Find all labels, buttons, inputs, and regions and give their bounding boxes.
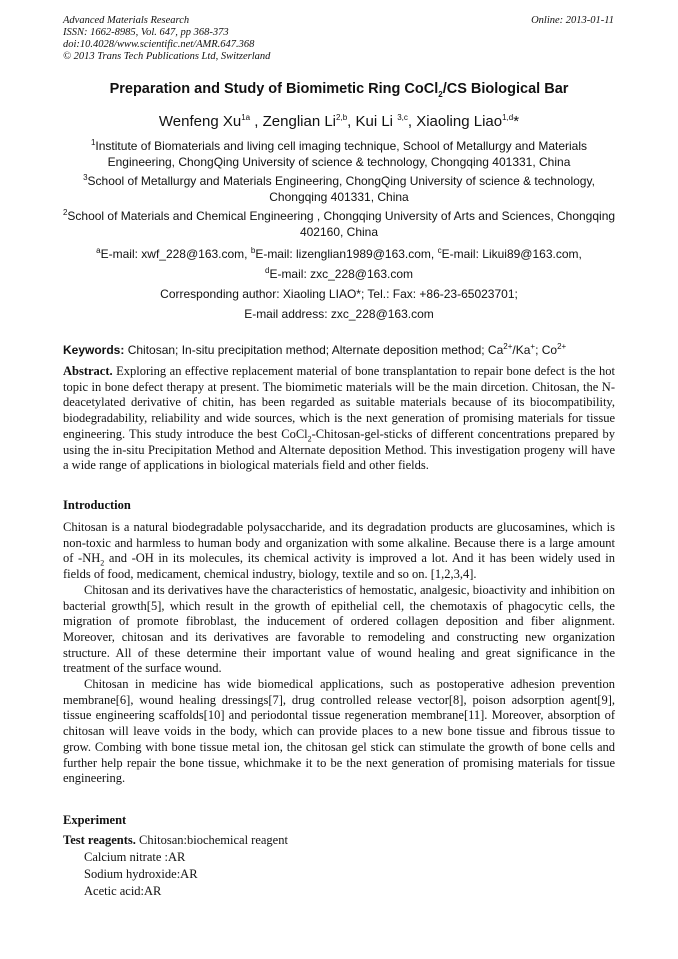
author-list: Wenfeng $Xu^{1a}$ , Zenglian Li$^{2,b}$, Kui Li $^{3,c}$, Xiaoling Liao$^{1,d}$*	[158, 113, 520, 130]
corresponding-author: Corresponding author: Xiaoling LIAO*; Tel.: Fax: +86-23-65023701;	[160, 287, 518, 301]
keywords: Keywords: Chitosan; In-situ precipitation method; Alternate deposition method; $Ca^{2+}/Ka^+$; $Co^{2+}$	[63, 342, 567, 357]
abstract: Abstract. Exploring an effective replacement material of bone transplantation to repair bone defect is the hot topic in bone defect therapy at present. The biomimetic materials will be the main dircetion. Chitosan, the N-deacetylated derivative of chitin, has been regarded as suitable materials because of its biocompatibility, biodegradability, reliability and wide sources, which is the next generation of promising materials for tissue engineering. This study introduce the best CoCl$_2$-Chitosan-gel-sticks of different concentrations prepared by using the in-situ Precipitation Method and Alternate deposition Method. This investigation progeny will have a wide range of applications in biological materials field and other fields.	[63, 364, 615, 473]
affiliation: $^3$School of Metallurgy and Materials Engineering, ChongQing University of science & technology, Chongqing 401331, China	[83, 173, 595, 204]
author: Wenfeng Xu	[158, 113, 242, 130]
list-item: Sodium hydroxide:AR	[84, 867, 198, 881]
author: Kui Li	[355, 113, 398, 130]
list-item: Calcium nitrate :AR	[84, 850, 186, 864]
journal-header	[63, 15, 270, 63]
reagents-list: Test reagents. Chitosan:biochemical reagent Calcium nitrate :AR Sodium hydroxide:AR Acetic acid:AR	[63, 833, 288, 898]
section-heading-introduction: Introduction	[63, 498, 131, 512]
section-heading-experiment: Experiment	[63, 813, 127, 827]
email-address: E-mail address: zxc_228@163.com	[244, 307, 434, 321]
author: Zenglian Li	[262, 113, 337, 130]
email-list: $^a$E-mail: xwf_228@163.com, $^b$E-mail: lizenglian1989@163.com, $^c$E-mail: Likui89@163.com, $^d$E-mail: zxc_228@163.com Corresponding author: Xiaoling LIAO*; Tel.: Fax: +86-23-65023701; E-mail address: zxc_228@163.com	[60, 244, 618, 324]
paper-title: Preparation and Study of Biomimetic Ring CoCl$_2$/CS Biological Bar	[109, 81, 569, 99]
doi: doi:10.4028/www.scientific.net/AMR.647.368	[63, 39, 255, 50]
paragraph: Chitosan is a natural biodegradable polysaccharide, and its degradation products are glucosamines, which is non-toxic and harmless to human body and organization with some alkaline. Because there is a large amount of $-NH_2$ and -OH in its molecules, its chemical activity is improved a lot. And it has been widely used in fields of food, medicament, chemical industry, biology, textile and so on. [1,2,3,4].	[63, 520, 615, 582]
copyright: © 2013 Trans Tech Publications Ltd, Switzerland	[63, 51, 271, 62]
author: Xiaoling Liao	[416, 113, 503, 130]
paragraph: Chitosan and its derivatives have the characteristics of hemostatic, analgesic, bioactivity and inhibition on bacterial growth[5], which result in the growth of epithelial cell, the chemotaxis of phagocytic cells, the migration of promote fibroblast, the inducement of ordered collagen deposition and fiber alignment. Moreover, chitosan and its derivatives are favorable to remodeling and constructing new organization structure. All of these determine their important value of wound healing and great significance in the treatment of the surface wound.	[63, 582, 615, 676]
online-date: Online: 2013-01-11	[531, 15, 614, 26]
affiliation: $^2$School of Materials and Chemical Engineering , Chongqing University of Arts and Sciences, Chongqing 402160, China	[62, 208, 616, 239]
affiliation: $^1$Institute of Biomaterials and living cell imaging technique, School of Metallurgy and Materials Engineering, ChongQing University of science & technology, Chongqing 401331, China	[90, 138, 588, 169]
paragraph: Chitosan in medicine has wide biomedical applications, such as postoperative adhesion prevention membrane[6], wound healing dressings[7], drug controlled release vector[8], poison adsorption agent[9], tissue engineering scaffolds[10] and periodontal tissue regeneration membrane[11]. Moreover, absorption of chitosan will leave voids in the body, which can provide places to a new bone tissue and fibrous tissue to grow. Combing with bone tissue metal ion, the chitosan gel stick can stimulate the growth of bone cells and further help repair the bone tissue, whichmake it to be the next generation of promising materials for tissue engineering.	[63, 677, 615, 786]
list-item: Acetic acid:AR	[84, 884, 162, 898]
introduction-body	[63, 520, 615, 787]
issn: ISSN: 1662-8985, Vol. 647, pp 368-373	[63, 27, 229, 38]
journal-name: Advanced Materials Research	[63, 15, 190, 26]
